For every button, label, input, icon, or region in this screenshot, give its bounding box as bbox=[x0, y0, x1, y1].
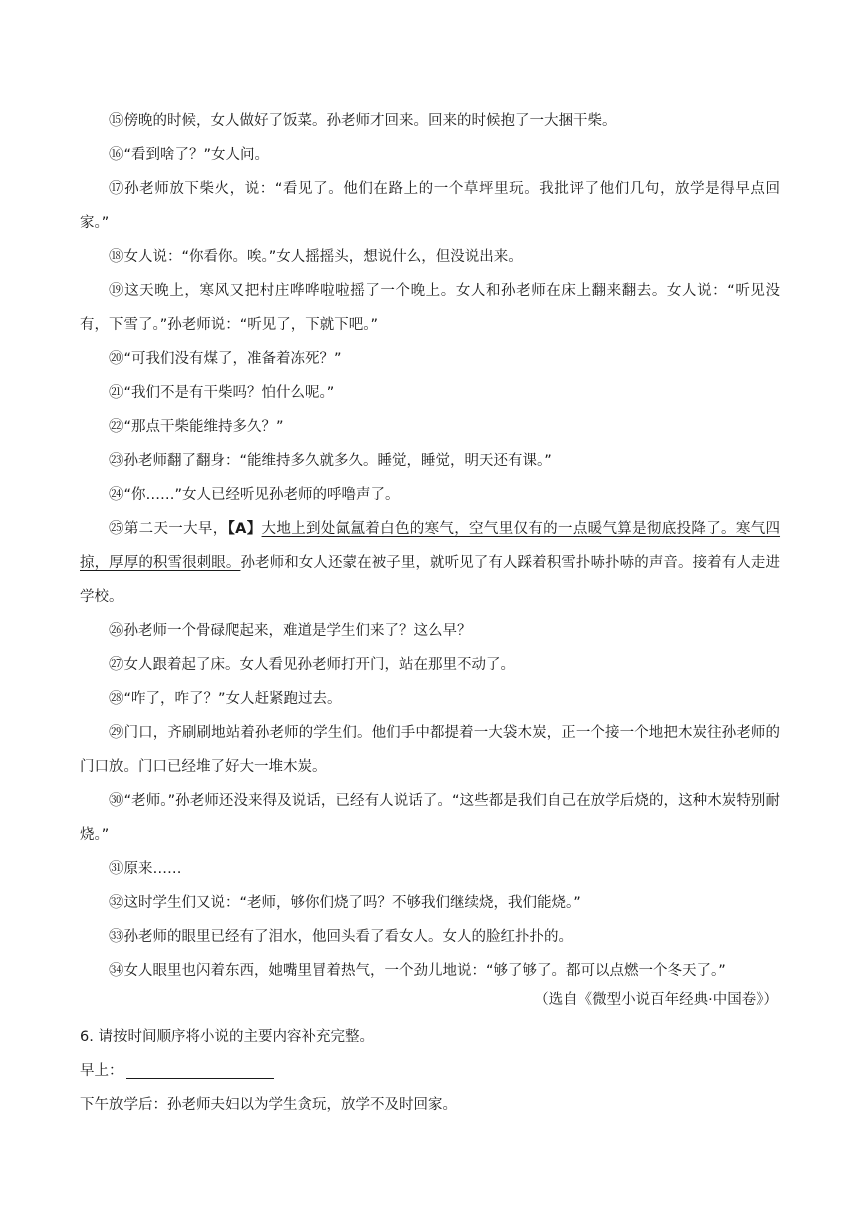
paragraph-29: ㉙门口，齐刷刷地站着孙老师的学生们。他们手中都提着一大袋木炭，正一个接一个地把木炭往孙老师的门口放。门口已经堆了好大一堆木炭。 bbox=[80, 725, 780, 775]
paragraph-17: ⑰孙老师放下柴火，说：“看见了。他们在路上的一个草坪里玩。我批评了他们几句，放学是得早点回家。” bbox=[80, 181, 780, 231]
paragraph-25 bbox=[80, 512, 780, 614]
question-6-prompt: 6. 请按时间顺序将小说的主要内容补充完整。 bbox=[80, 1029, 374, 1045]
paragraph-30: ㉚“老师。”孙老师还没来得及说话，已经有人说话了。“这些都是我们自己在放学后烧的，这种木炭特别耐烧。” bbox=[80, 793, 780, 843]
paragraph-31: ㉛原来…… bbox=[109, 861, 182, 877]
paragraph-27: ㉗女人跟着起了床。女人看见孙老师打开门，站在那里不动了。 bbox=[109, 657, 515, 673]
paragraph-15: ⑮傍晚的时候，女人做好了饭菜。孙老师才回来。回来的时候抱了一大捆干柴。 bbox=[109, 113, 617, 129]
paragraph-28: ㉘“咋了，咋了？”女人赶紧跑过去。 bbox=[109, 691, 342, 707]
annotation-marker-a: 【A】 bbox=[227, 521, 262, 537]
paragraph-25-start: ㉕第二天一大早， bbox=[109, 521, 228, 537]
paragraph-33: ㉝孙老师的眼里已经有了泪水，他回头看了看女人。女人的脸红扑扑的。 bbox=[109, 929, 573, 945]
source-citation: （选自《微型小说百年经典·中国卷》） bbox=[534, 992, 778, 1008]
paragraph-26: ㉖孙老师一个骨碌爬起来，难道是学生们来了？这么早？ bbox=[109, 623, 472, 639]
paragraph-21: ㉑“我们不是有干柴吗？怕什么呢。” bbox=[109, 385, 335, 401]
paragraph-20: ⑳“可我们没有煤了，准备着冻死？” bbox=[109, 351, 342, 367]
paragraph-18: ⑱女人说：“你看你。唉。”女人摇摇头，想说什么，但没说出来。 bbox=[109, 249, 523, 265]
paragraph-34: ㉞女人眼里也闪着东西，她嘴里冒着热气，一个劲儿地说：“够了够了。都可以点燃一个冬天了。” bbox=[109, 963, 726, 979]
paragraph-19: ⑲这天晚上，寒风又把村庄哗哗啦啦摇了一个晚上。女人和孙老师在床上翻来翻去。女人说：“听见没有，下雪了。”孙老师说：“听见了，下就下吧。” bbox=[80, 283, 780, 333]
paragraph-32: ㉜这时学生们又说：“老师，够你们烧了吗？不够我们继续烧，我们能烧。” bbox=[109, 895, 581, 911]
morning-answer-blank[interactable] bbox=[126, 1064, 274, 1079]
paragraph-22: ㉒“那点干柴能维持多久？” bbox=[109, 419, 284, 435]
underlined-sentence-a: 大地上到处氤氲着白色的寒气，空气里仅有的一点暖气算是彻底投降了。寒气四掠，厚厚的积雪很刺眼。 bbox=[80, 521, 781, 571]
paragraph-23: ㉓孙老师翻了翻身：“能维持多久就多久。睡觉，睡觉，明天还有课。” bbox=[109, 453, 552, 469]
paragraph-25-rest: 孙老师和女人还蒙在被子里，就听见了有人踩着积雪扑哧扑哧的声音。接着有人走进学校。 bbox=[80, 555, 780, 605]
answer-afternoon: 下午放学后：孙老师夫妇以为学生贪玩，放学不及时回家。 bbox=[80, 1097, 457, 1113]
paragraph-16: ⑯“看到啥了？”女人问。 bbox=[109, 147, 270, 163]
paragraph-24: ㉔“你……”女人已经听见孙老师的呼噜声了。 bbox=[109, 487, 400, 503]
morning-label: 早上： bbox=[80, 1063, 124, 1079]
answer-morning bbox=[80, 1054, 780, 1088]
